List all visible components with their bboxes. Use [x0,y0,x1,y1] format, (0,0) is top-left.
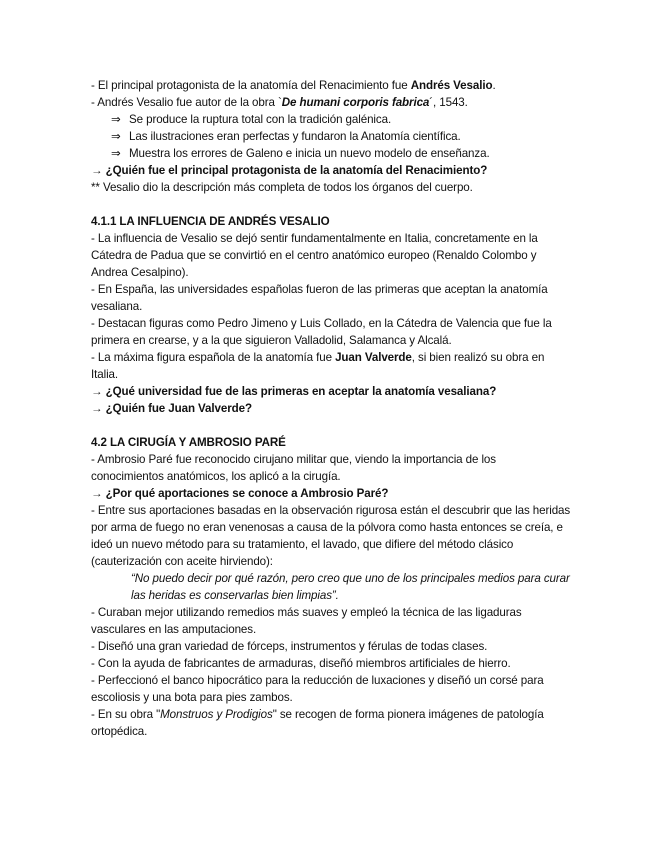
paragraph: - Destacan figuras como Pedro Jimeno y Luis Collado, en la Cátedra de Valencia que fue la primera en crearse, y a la que siguieron Valladolid, Salamanca y Alcalá. [91,317,552,347]
review-question: → ¿Qué universidad fue de las primeras en aceptar la anatomía vesaliana? [91,385,497,398]
point-text: Se produce la ruptura total con la tradición galénica. [129,113,392,126]
pare-quote: “No puedo decir por qué razón, pero creo que uno de los principales medios para curar las heridas es conservarlas bien limpias”. [131,572,570,602]
text-run: - Andrés Vesalio fue autor de la obra ` [91,96,282,109]
paragraph [91,706,571,740]
double-arrow-icon: ⇒ [111,130,121,143]
book-title: De humani corporis fabrica [281,96,430,109]
bold-name: Andrés Vesalio [410,79,493,92]
paragraph [91,349,571,383]
text-run: . [492,79,496,92]
review-question: → ¿Quién fue Juan Valverde? [91,402,252,415]
point-text: Muestra los errores de Galeno e inicia un nuevo modelo de enseñanza. [129,147,490,160]
note-line: ** Vesalio dio la descripción más completa de todos los órganos del cuerpo. [91,181,473,194]
paragraph: - En España, las universidades españolas fueron de las primeras que aceptan la anatomía vesaliana. [91,283,548,313]
paragraph: - La influencia de Vesalio se dejó sentir fundamentalmente en Italia, concretamente en la Cátedra de Padua que se convirtió en el centro anatómico europeo (Renaldo Colombo y Andrea Cesalpino). [91,232,538,279]
document-content [91,77,571,740]
text-run: ´, 1543. [429,96,468,109]
point-item [91,111,571,128]
bold-name: Juan Valverde [335,351,412,364]
text-run: , si bien realizó su obra en Italia. [91,351,545,381]
text-run: " se recogen de forma pionera imágenes de patología ortopédica. [91,708,544,738]
section-heading: 4.2 LA CIRUGÍA Y AMBROSIO PARÉ [91,436,286,449]
point-item [91,145,571,162]
paragraph: - Perfeccionó el banco hipocrático para la reducción de luxaciones y diseñó un corsé para escoliosis y una bota para pies zambos. [91,674,544,704]
double-arrow-icon: ⇒ [111,113,121,126]
point-item [91,128,571,145]
spacer [91,417,571,434]
point-text: Las ilustraciones eran perfectas y fundaron la Anatomía científica. [129,130,461,143]
paragraph: - Entre sus aportaciones basadas en la observación rigurosa están el descubrir que las heridas por arma de fuego no eran venenosas a causa de la pólvora como hasta entonces se creía, e ideó un nuevo método para su tratamiento, el lavado, que difiere del método clásico (cauterización con aceite hirviendo): [91,504,571,568]
paragraph: - Diseñó una gran variedad de fórceps, instrumentos y férulas de todas clases. [91,640,488,653]
section-heading: 4.1.1 LA INFLUENCIA DE ANDRÉS VESALIO [91,215,330,228]
paragraph: - Con la ayuda de fabricantes de armaduras, diseñó miembros artificiales de hierro. [91,657,511,670]
fabrica-line [91,94,571,111]
vesalio-protagonist-line [91,77,571,94]
review-question: → ¿Por qué aportaciones se conoce a Ambrosio Paré? [91,487,389,500]
text-run: - En su obra " [91,708,161,721]
text-run: - El principal protagonista de la anatomía del Renacimiento fue [91,79,411,92]
double-arrow-icon: ⇒ [111,147,121,160]
book-title: Monstruos y Prodigios [160,708,273,721]
paragraph: - Ambrosio Paré fue reconocido cirujano militar que, viendo la importancia de los conocimientos anatómicos, los aplicó a la cirugía. [91,453,496,483]
text-run: - La máxima figura española de la anatomía fue [91,351,336,364]
paragraph: - Curaban mejor utilizando remedios más suaves y empleó la técnica de las ligaduras vasculares en las amputaciones. [91,606,522,636]
spacer [91,196,571,213]
review-question: → ¿Quién fue el principal protagonista de la anatomía del Renacimiento? [91,164,488,177]
